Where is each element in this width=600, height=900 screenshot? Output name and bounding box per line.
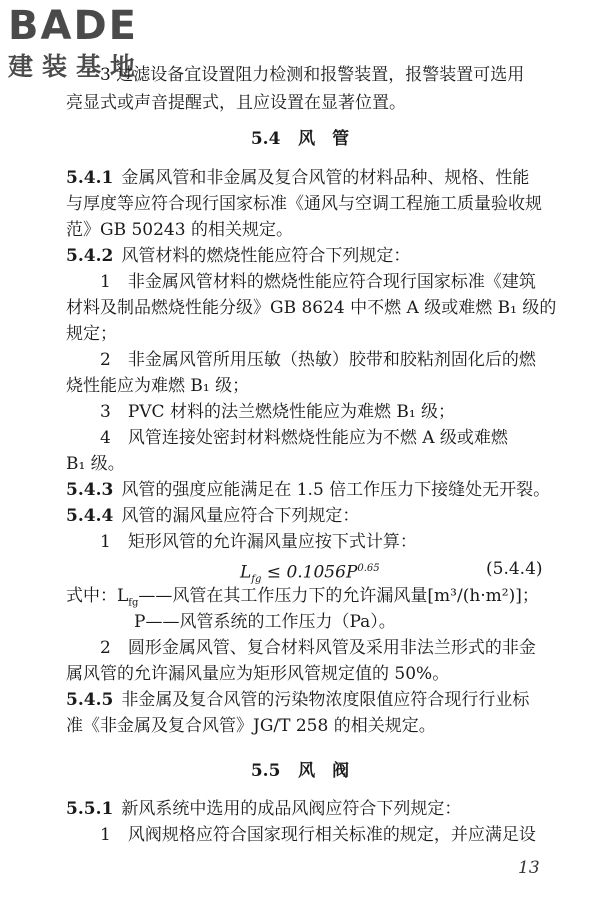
clause-number: 5.4.4 bbox=[66, 506, 114, 526]
formula-symbol: L bbox=[240, 562, 252, 583]
clause-number: 5.4.3 bbox=[66, 480, 114, 500]
text-line: 烧性能应为难燃 B₁ 级； bbox=[66, 376, 250, 396]
text-line: 准《非金属及复合风管》JG/T 258 的相关规定。 bbox=[66, 716, 436, 736]
clause-5-4-2 bbox=[66, 243, 556, 269]
clause-number: 5.4.5 bbox=[66, 690, 114, 710]
logo-wordmark: BADE bbox=[8, 3, 138, 49]
formula-exponent: 0.65 bbox=[357, 563, 380, 574]
text-line: 范》GB 50243 的相关规定。 bbox=[66, 220, 293, 240]
text-line: 2 非金属风管所用压敏（热敏）胶带和胶粘剂固化后的燃 bbox=[100, 350, 536, 370]
text-line: 3 过滤设备宜设置阻力检测和报警装置，报警装置可选用 bbox=[100, 65, 525, 85]
clause-5-5-1 bbox=[66, 796, 556, 822]
where-text: ——风管在其工作压力下的允许漏风量[m³/(h·m²)]； bbox=[138, 586, 539, 606]
section-heading-5-4 bbox=[0, 126, 600, 152]
clause-5-4-1 bbox=[66, 165, 556, 191]
section-number: 5.5 bbox=[250, 761, 281, 781]
clause-5-4-4 bbox=[66, 503, 556, 529]
clause-text: 风管的强度应能满足在 1.5 倍工作压力下接缝处无开裂。 bbox=[121, 480, 551, 500]
section-title: 风 阀 bbox=[298, 761, 350, 781]
logo-chinese: 建装基地 bbox=[8, 52, 145, 81]
clause-text: 新风系统中选用的成品风阀应符合下列规定： bbox=[121, 799, 462, 819]
text-line: 规定； bbox=[66, 324, 117, 344]
formula-body: ≤ 0.1056P bbox=[261, 562, 358, 583]
text-line: 亮显式或声音提醒式，且应设置在显著位置。 bbox=[66, 93, 406, 113]
formula-number: (5.4.4) bbox=[486, 559, 543, 579]
where-label: 式中：L bbox=[66, 586, 129, 606]
clause-text: 金属风管和非金属及复合风管的材料品种、规格、性能 bbox=[121, 168, 530, 188]
clause-5-4-3 bbox=[66, 477, 556, 503]
formula-subscript: fg bbox=[251, 574, 262, 586]
text-line: 2 圆形金属风管、复合材料风管及采用非法兰形式的非金 bbox=[100, 638, 536, 658]
clause-text: 风管材料的燃烧性能应符合下列规定： bbox=[121, 246, 411, 266]
section-title: 风 管 bbox=[298, 129, 350, 149]
clause-text: 非金属及复合风管的污染物浓度限值应符合现行行业标 bbox=[121, 690, 530, 710]
text-line: 3 PVC 材料的法兰燃烧性能应为难燃 B₁ 级； bbox=[100, 402, 456, 422]
section-number: 5.4 bbox=[250, 129, 281, 149]
clause-number: 5.5.1 bbox=[66, 799, 114, 819]
text-line: 4 风管连接处密封材料燃烧性能应为不燃 A 级或难燃 bbox=[100, 428, 508, 448]
page-number: 13 bbox=[518, 858, 540, 878]
text-line: B₁ 级。 bbox=[66, 454, 125, 474]
clause-number: 5.4.2 bbox=[66, 246, 114, 266]
clause-text: 风管的漏风量应符合下列规定： bbox=[121, 506, 360, 526]
section-heading-5-5 bbox=[0, 758, 600, 784]
text-line: 1 非金属风管材料的燃烧性能应符合现行国家标准《建筑 bbox=[100, 272, 536, 292]
where-subscript: fg bbox=[128, 597, 139, 609]
text-line: 1 风阀规格应符合国家现行相关标准的规定，并应满足设 bbox=[100, 825, 536, 845]
formula-where-line: P——风管系统的工作压力（Pa）。 bbox=[134, 612, 396, 632]
text-line: 1 矩形风管的允许漏风量应按下式计算： bbox=[100, 532, 417, 552]
text-line: 材料及制品燃烧性能分级》GB 8624 中不燃 A 级或难燃 B₁ 级的 bbox=[66, 298, 557, 318]
clause-5-4-5 bbox=[66, 687, 556, 713]
text-line: 与厚度等应符合现行国家标准《通风与空调工程施工质量验收规 bbox=[66, 194, 542, 214]
clause-number: 5.4.1 bbox=[66, 168, 114, 188]
text-line: 属风管的允许漏风量应为矩形风管规定值的 50%。 bbox=[66, 664, 450, 684]
